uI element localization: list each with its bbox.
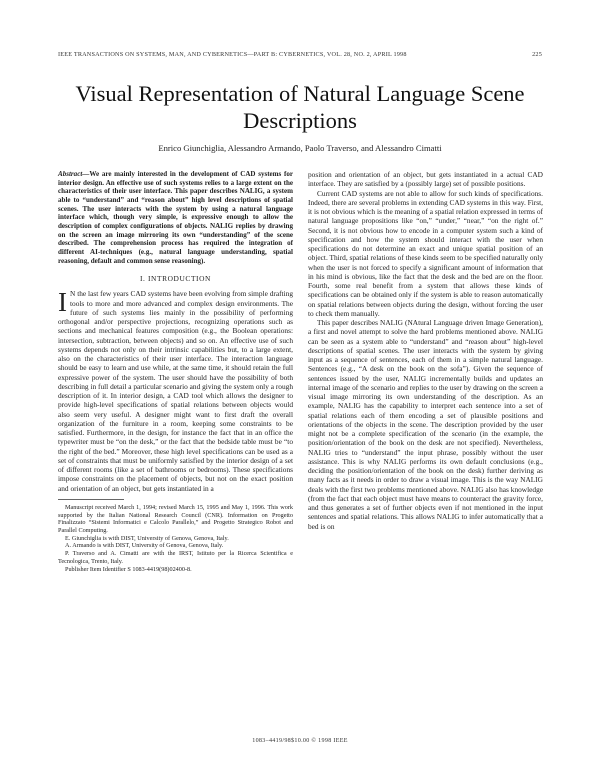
footnotes [58, 504, 293, 573]
paper-title: Visual Representation of Natural Language Scene Descriptions [75, 81, 525, 133]
footnote-author-2: A. Armando is with DIST, University of Genova, Genova, Italy. [65, 542, 224, 550]
footnote-manuscript: Manuscript received March 1, 1994; revised March 15, 1995 and May 1, 1996. This work supported by the Italian National Research Council (CNR). Information on Progetto Finalizzato “Sistemi Informatici e Calcolo Parallelo,” and Progetto Strategico Robot and Parallel Computing. [58, 503, 293, 535]
author-list: Enrico Giunchiglia, Alessandro Armando, Paolo Traverso, and Alessandro Cimatti [158, 143, 442, 153]
intro-paragraph [58, 289, 293, 493]
drop-cap: I [58, 287, 67, 318]
footnote-author-1: E. Giunchiglia is with DIST, University of Genova, Genova, Italy. [65, 534, 229, 542]
journal-name: IEEE TRANSACTIONS ON SYSTEMS, MAN, AND CYBERNETICS—PART B: CYBERNETICS, VOL. 28, NO. 2, APRIL 1998 [58, 51, 407, 58]
left-column [58, 170, 293, 573]
intro-paragraph-text: N the last few years CAD systems have been evolving from simple drafting tools to more and more advanced and complex design environments. The future of such systems lies mainly in the possibility of performing orthogonal and/or perspective projections, recognizing operations such as sections and mechanical features composition (e.g., the Boolean operations: intersection, subtraction, between objects) and so on. An effective use of such systems depends not only on their intrinsic capabilities but, to a large extent, also on the characteristics of their user interface. The interaction language should be easy to learn and use while, at the same time, it should retain the full expressive power of the system. The user should have the possibility of both describing in full detail a particular scenario and giving the system only a rough description of it. In interior design, a CAD tool which allows the designer to provide high-level specifications of spatial relations between objects would also seem very useful. A designer might want to first draft the overall organization of the furniture in a room, keeping some constraints to be satisfied. Furthermore, in the design, for instance the fact that in an office the typewriter must be “on the desk,” or the fact that the bedside table must be “to the right of the bed.” Moreover, these high level specifications can be used as a set of constraints that must be uniformly satisfied by the interior design of a set of different rooms (like a set of bathrooms or bedrooms). These specifications impose constraints on the placement of objects, but not on the exact position and orientation of an object, but gets instantiated in a [58, 289, 293, 493]
right-paragraph-1: Current CAD systems are not able to allow for such kinds of specifications. Indeed, there are several problems in extending CAD systems in this way. First, it is not obvious which is the meaning of a spatial relation expressed in terms of natural language propositions like “on,” “under,” “near,” “on the right of.” Second, it is not obvious how to encode in a computer system such a kind of specification and how the system should interact with the user when specifications do not determine an exact and unique spatial position of an object. Third, spatial relations of these kinds seem to be specified naturally only when the user is not forced to specify a significant amount of information that in his mind is obvious, like the fact that the desk and the bed are on the floor. Fourth, some real benefit from a system that allows these kinds of specifications can be obtained only if the system is able to reason automatically on spatial relations between objects during the design, without forcing the user to check them manually. [308, 188, 543, 318]
copyright-footer: 1083–4419/98$10.00 © 1998 IEEE [252, 738, 348, 744]
abstract-text: We are mainly interested in the development of CAD systems for interior design. An effective use of such systems relies to a large extent on the characteristics of their user interface. This paper describes NALIG, a system able to “understand” and “reason about” high level descriptions of spatial scenes. The user interacts with the system by using a natural language interface which, though very simple, is expressive enough to allow the description of complex configurations of objects. NALIG replies by drawing on the screen an image mirroring its own “understanding” of the scene described. The comprehension process has required the integration of different AI-techniques (e.g., natural language understanding, spatial reasoning, default and common sense reasoning). [58, 170, 293, 265]
footnote-publisher-id: Publisher Item Identifier S 1083-4419(98)02400-8. [65, 565, 192, 573]
page-number: 225 [532, 51, 542, 58]
abstract [58, 170, 293, 265]
right-paragraph-2: This paper describes NALIG (NAtural Language driven Image Generation), a first and novel attempt to solve the hard problems mentioned above. NALIG can be seen as a system able to “understand” and “reason about” high-level descriptions of spatial scenes. The user interacts with the system by giving input as a sequence of sentences, each of them in a simple natural language. Sentences (e.g., “A desk on the book on the sofa”). Given the sequence of sentences issued by the user, NALIG incrementally builds and updates an internal image of the scenario and replies to the user by drawing on the screen a visual image mirroring its own understanding of the description. As an example, NALIG has the capability to interpret each sentence into a set of spatial relations each of them encoding a set of plausible positions and orientations of the objects in the scene. The description provided by the user might not be a complete specification of the scenario (in the example, the position/orientation of the book on the desk are not specified). Nevertheless, NALIG tries to “understand” the input phrase, possibly without the user assistance. This is why NALIG performs its own default conclusions (e.g., deciding the position/orientation of the book on the desk) further deriving as many facts as it needs in order to draw a visual image. This is the way NALIG deals with the first two problems mentioned above. NALIG also has knowledge (from the fact that each object must have means to counteract the gravity force, and thus generates a set of further objects even if not mentioned in the input sentences and spatial relations. This allows NALIG to infer automatically that a bed is on [308, 318, 543, 531]
running-header [58, 51, 542, 61]
section-heading: I. INTRODUCTION [140, 274, 211, 284]
footnote-author-3: P. Traverso and A. Cimatti are with the IRST, Istituto per la Ricerca Scientifica e Tecnologica, Trento, Italy. [58, 550, 293, 565]
abstract-lead: Abstract— [58, 170, 90, 178]
footnote-rule [58, 499, 124, 500]
right-column [308, 170, 543, 531]
right-paragraph-0: position and orientation of an object, but gets instantiated in a actual CAD interface. They are satisfied by a (possibly large) set of possible positions. [308, 170, 543, 189]
